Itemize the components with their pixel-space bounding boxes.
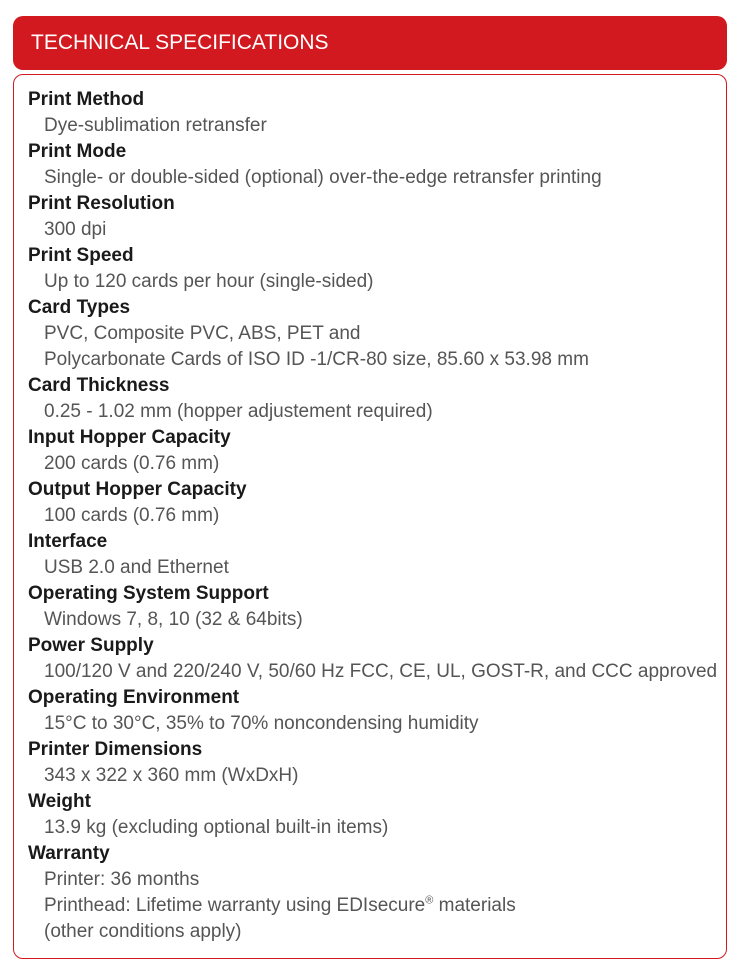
spec-value: Polycarbonate Cards of ISO ID -1/CR-80 size, 85.60 x 53.98 mm [44, 349, 589, 370]
spec-value: 0.25 - 1.02 mm (hopper adjustement required) [44, 401, 433, 422]
spec-label: Print Method [28, 89, 145, 110]
spec-label: Output Hopper Capacity [28, 479, 247, 500]
spec-operating-environment [28, 685, 718, 737]
spec-value: 343 x 322 x 360 mm (WxDxH) [44, 765, 299, 786]
spec-value: Printhead: Lifetime warranty using EDIsecure® materials [44, 894, 516, 916]
spec-label: Operating Environment [28, 687, 240, 708]
section-header [13, 16, 727, 70]
spec-warranty [28, 841, 718, 945]
spec-value: 100 cards (0.76 mm) [44, 505, 220, 526]
spec-print-mode [28, 139, 718, 191]
spec-label: Input Hopper Capacity [28, 427, 231, 448]
spec-value: (other conditions apply) [44, 921, 242, 942]
spec-value: 100/120 V and 220/240 V, 50/60 Hz FCC, CE, UL, GOST-R, and CCC approved [44, 661, 718, 682]
spec-printer-dimensions [28, 737, 718, 789]
spec-value: Printer: 36 months [44, 869, 200, 890]
spec-value: 200 cards (0.76 mm) [44, 453, 220, 474]
section-title: TECHNICAL SPECIFICATIONS [31, 31, 329, 54]
spec-value: 13.9 kg (excluding optional built-in items) [44, 817, 389, 838]
specs-list [28, 87, 718, 945]
spec-print-method [28, 87, 718, 139]
spec-label: Card Types [28, 297, 131, 318]
spec-interface [28, 529, 718, 581]
spec-value: 15°C to 30°C, 35% to 70% noncondensing humidity [44, 713, 479, 734]
spec-label: Operating System Support [28, 583, 269, 604]
spec-weight [28, 789, 718, 841]
spec-value: Dye-sublimation retransfer [44, 115, 267, 136]
spec-label: Power Supply [28, 635, 154, 656]
spec-input-hopper-capacity [28, 425, 718, 477]
spec-label: Weight [28, 791, 91, 812]
spec-output-hopper-capacity [28, 477, 718, 529]
spec-value: Single- or double-sided (optional) over-the-edge retransfer printing [44, 167, 602, 188]
spec-label: Interface [28, 531, 108, 552]
spec-print-resolution [28, 191, 718, 243]
spec-value: Up to 120 cards per hour (single-sided) [44, 271, 374, 292]
spec-card-types [28, 295, 718, 373]
spec-value: Windows 7, 8, 10 (32 & 64bits) [44, 609, 303, 630]
spec-value: 300 dpi [44, 219, 107, 240]
spec-card-thickness [28, 373, 718, 425]
spec-label: Warranty [28, 843, 110, 864]
spec-label: Print Mode [28, 141, 127, 162]
spec-label: Card Thickness [28, 375, 170, 396]
spec-value: PVC, Composite PVC, ABS, PET and [44, 323, 361, 344]
spec-value: USB 2.0 and Ethernet [44, 557, 229, 578]
spec-print-speed [28, 243, 718, 295]
spec-label: Print Resolution [28, 193, 175, 214]
spec-power-supply [28, 633, 718, 685]
spec-label: Printer Dimensions [28, 739, 203, 760]
spec-label: Print Speed [28, 245, 134, 266]
spec-operating-system-support [28, 581, 718, 633]
